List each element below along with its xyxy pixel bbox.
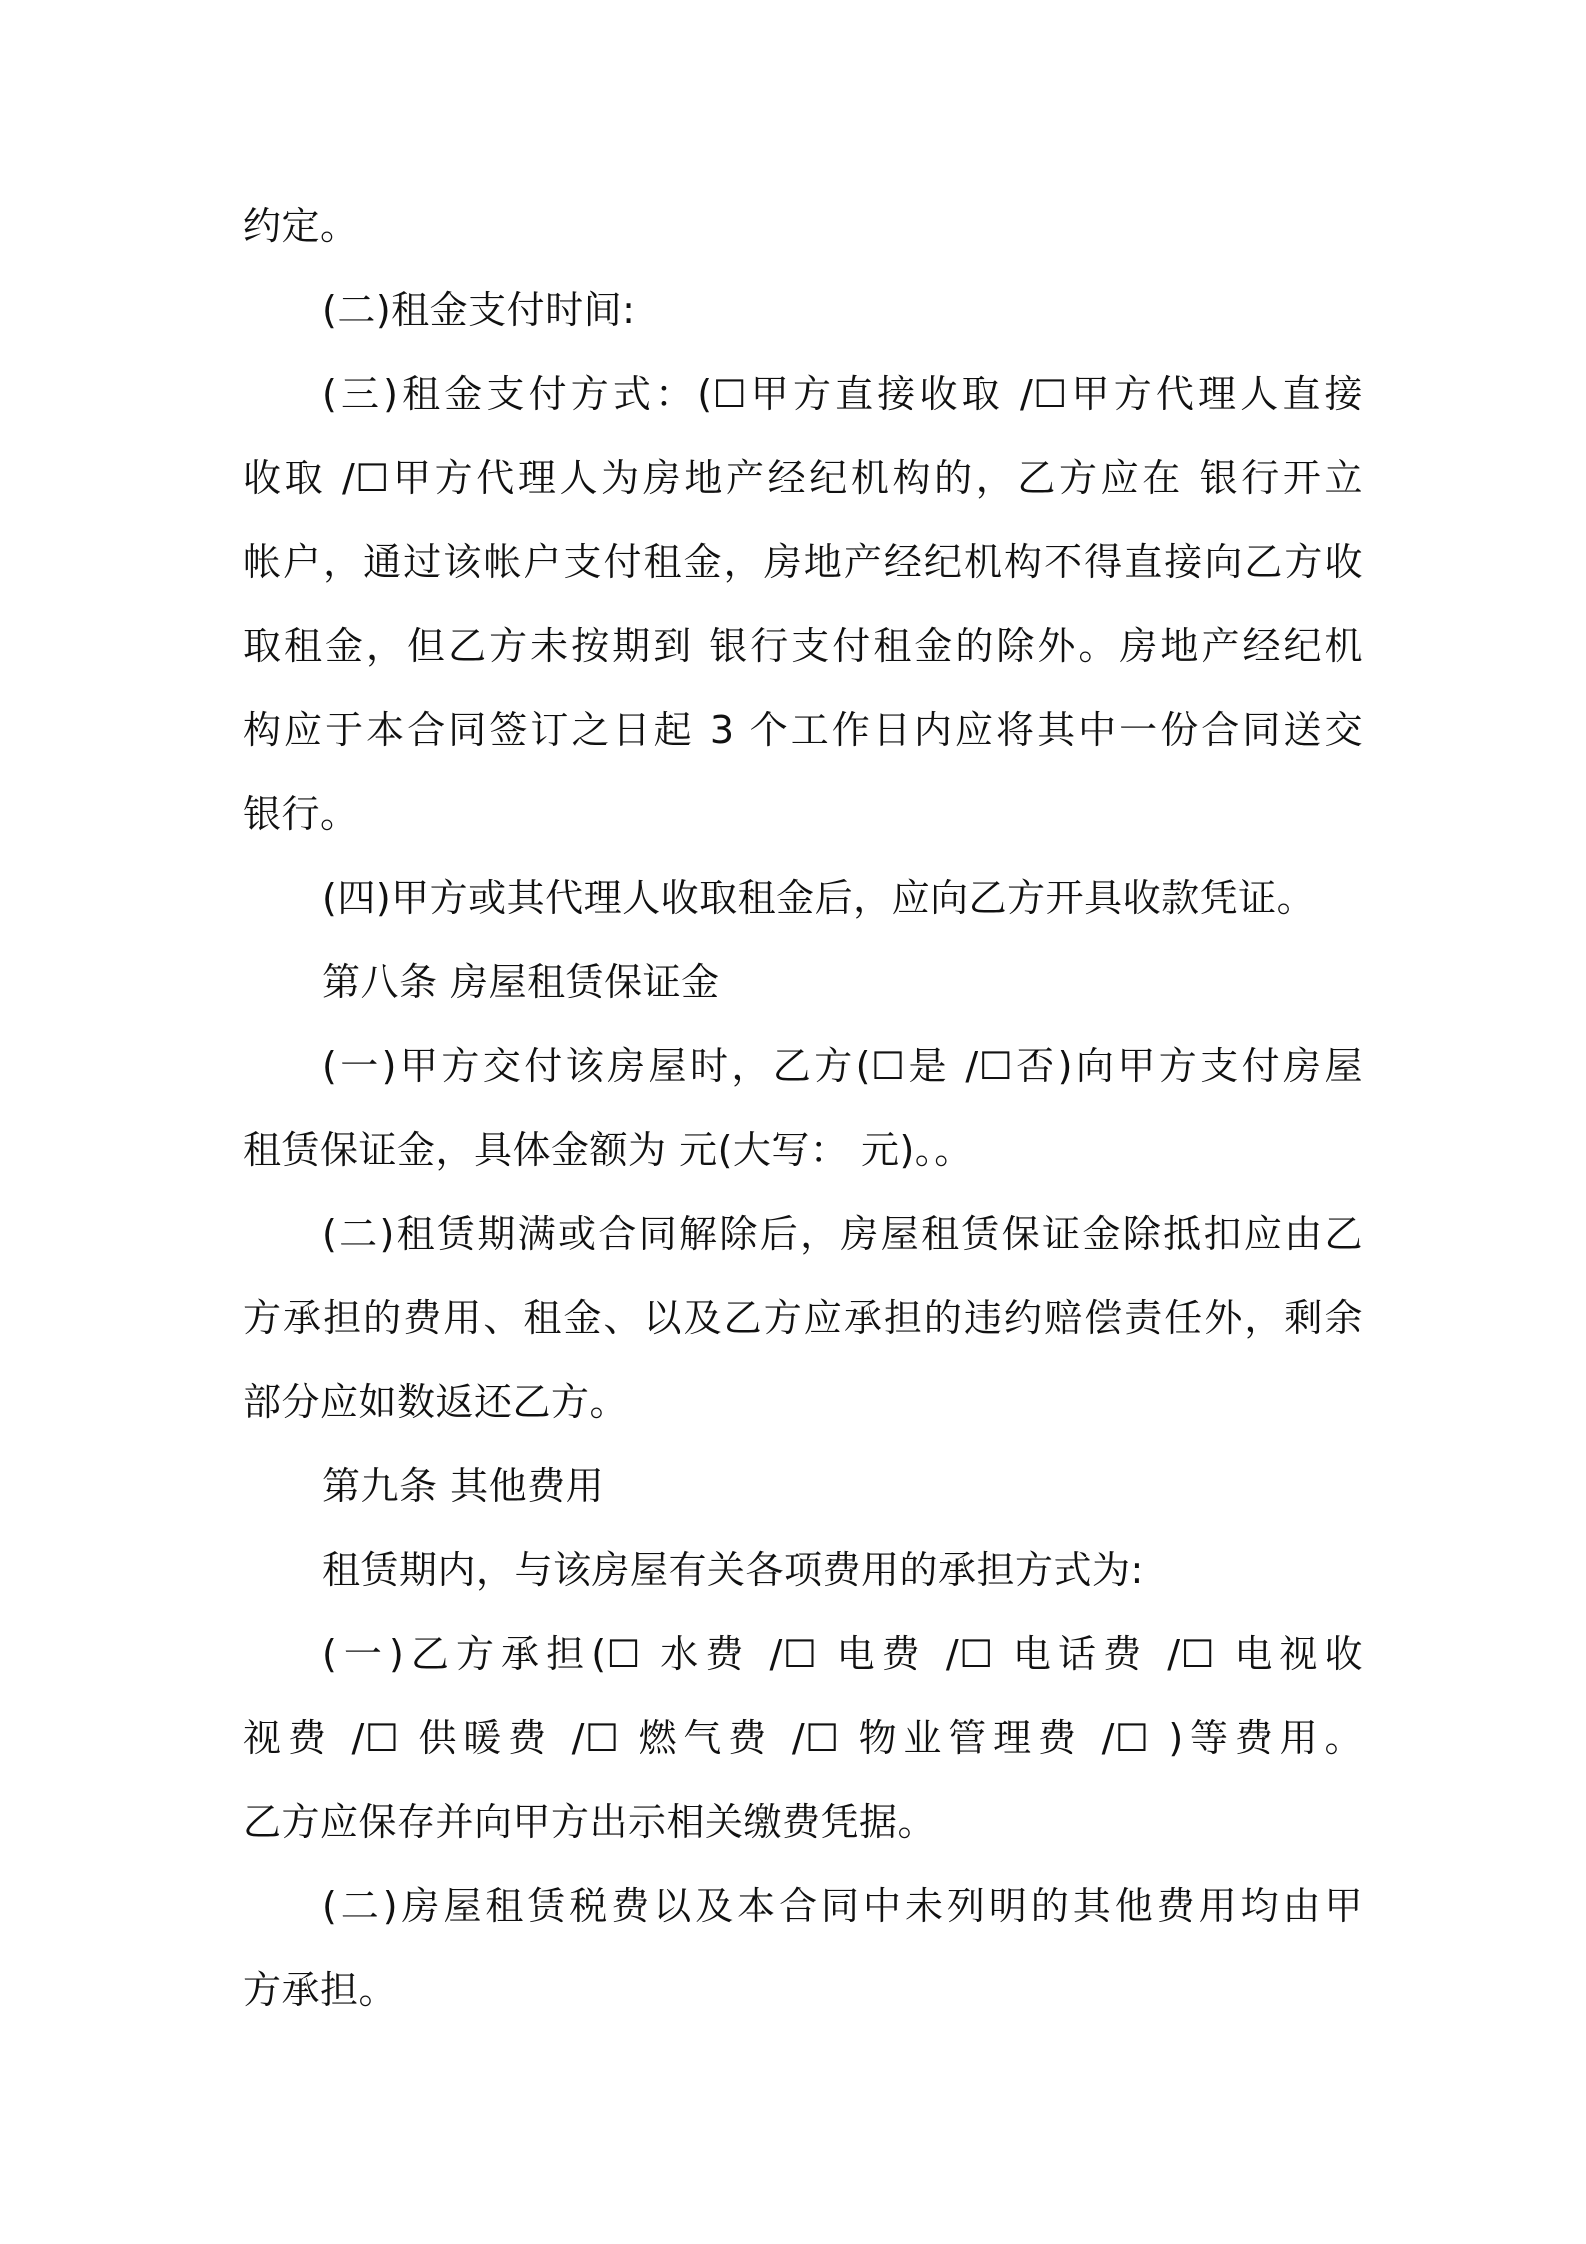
text-line-8: 银行。 [243, 792, 359, 836]
text-line-13: (二)租赁期满或合同解除后，房屋租赁保证金除抵扣应由乙 [322, 1212, 1363, 1256]
text-line-18: (一)乙方承担(☐ 水费 /☐ 电费 /☐ 电话费 /☐ 电视收 [322, 1632, 1363, 1676]
text-line-6: 取租金，但乙方未按期到 银行支付租金的除外。房地产经纪机 [243, 624, 1363, 668]
section-heading-article-8: 第八条 房屋租赁保证金 [322, 960, 720, 1004]
text-line-11: (一)甲方交付该房屋时，乙方(☐是 /☐否)向甲方支付房屋 [322, 1044, 1363, 1088]
text-line-17: 租赁期内，与该房屋有关各项费用的承担方式为: [322, 1548, 1144, 1592]
text-line-4: 收取 /☐甲方代理人为房地产经纪机构的，乙方应在 银行开立 [243, 456, 1363, 500]
text-line-15: 部分应如数返还乙方。 [243, 1380, 629, 1424]
section-heading-article-9: 第九条 其他费用 [322, 1464, 605, 1508]
text-line-12: 租赁保证金，具体金额为 元(大写： 元)。。 [243, 1128, 973, 1172]
text-line-22: 方承担。 [243, 1968, 398, 2012]
text-line-19: 视费 /☐ 供暖费 /☐ 燃气费 /☐ 物业管理费 /☐ )等费用。 [243, 1716, 1363, 1760]
text-line-5: 帐户，通过该帐户支付租金，房地产经纪机构不得直接向乙方收 [243, 540, 1363, 584]
text-line-1: 约定。 [243, 204, 359, 248]
text-line-9: (四)甲方或其代理人收取租金后，应向乙方开具收款凭证。 [322, 876, 1316, 920]
text-line-3: (三)租金支付方式：(☐甲方直接收取 /☐甲方代理人直接 [322, 372, 1363, 416]
text-line-20: 乙方应保存并向甲方出示相关缴费凭据。 [243, 1800, 937, 1844]
text-line-14: 方承担的费用、租金、以及乙方应承担的违约赔偿责任外，剩余 [243, 1296, 1363, 1340]
text-line-2: (二)租金支付时间: [322, 288, 636, 332]
text-line-21: (二)房屋租赁税费以及本合同中未列明的其他费用均由甲 [322, 1884, 1363, 1928]
text-line-7: 构应于本合同签订之日起 3 个工作日内应将其中一份合同送交 [243, 708, 1363, 752]
